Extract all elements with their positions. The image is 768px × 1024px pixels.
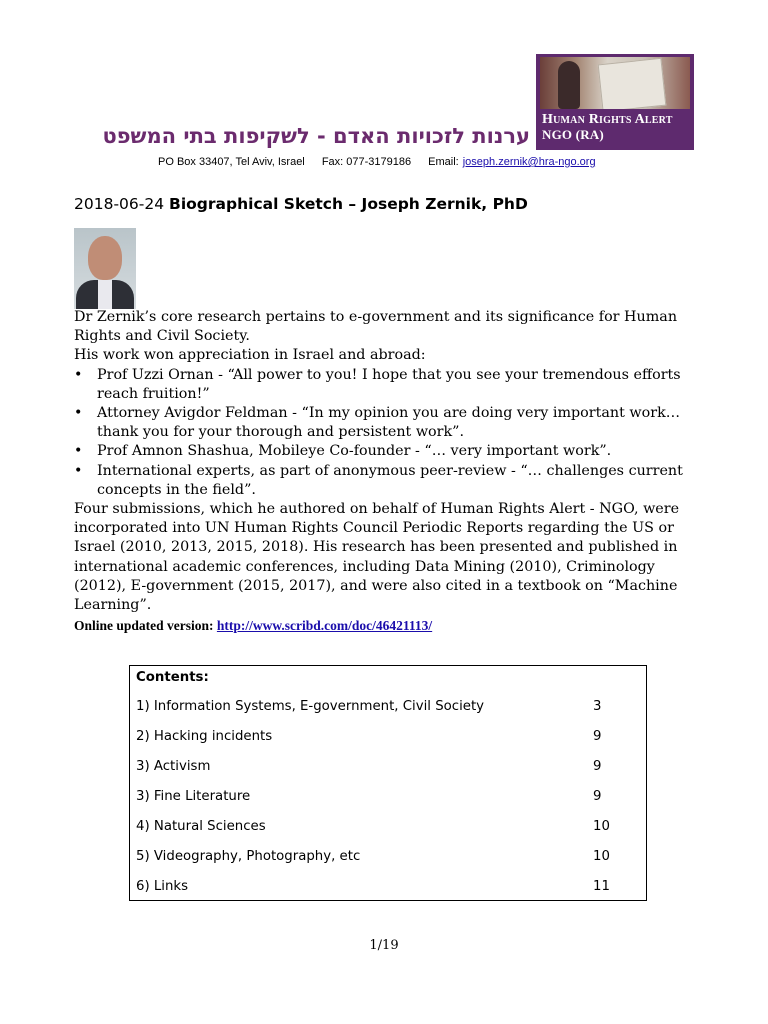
toc-page: 11 [593,879,610,894]
toc-label: 4) Natural Sciences [136,819,266,834]
toc-row[interactable] [136,849,636,867]
list-item-text: Prof Amnon Shashua, Mobileye Co-founder - “… very important work”. [97,443,612,460]
online-version [74,616,696,635]
toc-row[interactable] [136,729,636,747]
list-item-text: Prof Uzzi Ornan - “All power to you! I hope that you see your tremendous efforts reach fruition!” [97,366,681,402]
list-item [74,442,696,461]
list-item-text: Attorney Avigdor Feldman - “In my opinion you are doing very important work… thank you for your thorough and persistent work”. [97,405,681,441]
appreciation-line: His work won appreciation in Israel and abroad: [74,347,426,364]
bullet: • [74,462,83,479]
email-link[interactable]: joseph.zernik@hra-ngo.org [462,156,596,168]
toc-label: 3) Activism [136,759,211,774]
toc-row[interactable] [136,759,636,777]
toc-page: 9 [593,759,602,774]
toc-row[interactable] [136,819,636,837]
contents-box [129,665,647,901]
toc-row[interactable] [136,879,636,897]
document-title [74,195,528,213]
testimonial-list [74,366,696,500]
bullet: • [74,443,83,460]
email-label: Email: [428,156,459,168]
fax: Fax: 077-3179186 [321,156,412,168]
logo-document [598,58,667,109]
online-label: Online updated version: [74,618,214,634]
bullet: • [74,366,83,383]
toc-page: 10 [593,819,610,834]
list-item [74,366,696,404]
portrait-photo [74,228,136,309]
document-heading: Biographical Sketch – Joseph Zernik, PhD [169,195,528,213]
toc-page: 9 [593,729,602,744]
toc-page: 3 [593,699,602,714]
logo-figure [558,61,580,109]
page-number: 1/19 [369,938,399,953]
toc-label: 2) Hacking incidents [136,729,273,744]
toc-page: 10 [593,849,610,864]
document-date: 2018-06-24 [74,195,165,213]
toc-row[interactable] [136,789,636,807]
list-item-text: International experts, as part of anonymous peer-review - “… challenges current concepts in the field”. [97,462,683,498]
body-paragraph: Four submissions, which he authored on behalf of Human Rights Alert - NGO, were incorporated into UN Human Rights Council Periodic Reports regarding the US or Israel (2010, 2013, 2015, 2018). His research has been presented and published in international academic conferences, including Data Mining (2010), Criminology (2012), E-government (2015, 2017), and were also cited in a textbook on “Machine Learning”. [74,501,680,614]
intro-paragraph: Dr Zernik’s core research pertains to e-government and its significance for Human Rights and Civil Society. [74,309,678,345]
portrait-shirt [98,280,112,309]
hra-logo [536,54,694,150]
portrait-head [88,236,122,280]
logo-title-line2: NGO (RA) [542,127,604,142]
logo-photo [540,57,690,109]
main-text [74,308,696,635]
hebrew-org-title: ערנות לזכויות האדם - לשקיפות בתי המשפט [102,124,530,148]
logo-title-line1: Human Rights Alert [542,112,673,127]
bullet: • [74,405,83,422]
po-box: PO Box 33407, Tel Aviv, Israel [158,156,305,168]
contact-line [158,156,596,168]
toc-label: 5) Videography, Photography, etc [136,849,361,864]
toc-label: 6) Links [136,879,189,894]
contents-heading: Contents: [136,670,209,685]
toc-label: 3) Fine Literature [136,789,251,804]
toc-row[interactable] [136,699,636,717]
online-link[interactable]: http://www.scribd.com/doc/46421113/ [216,618,433,634]
toc-page: 9 [593,789,602,804]
list-item [74,462,696,500]
list-item [74,404,696,442]
toc-label: 1) Information Systems, E-government, Civil Society [136,699,485,714]
logo-title [542,112,673,142]
